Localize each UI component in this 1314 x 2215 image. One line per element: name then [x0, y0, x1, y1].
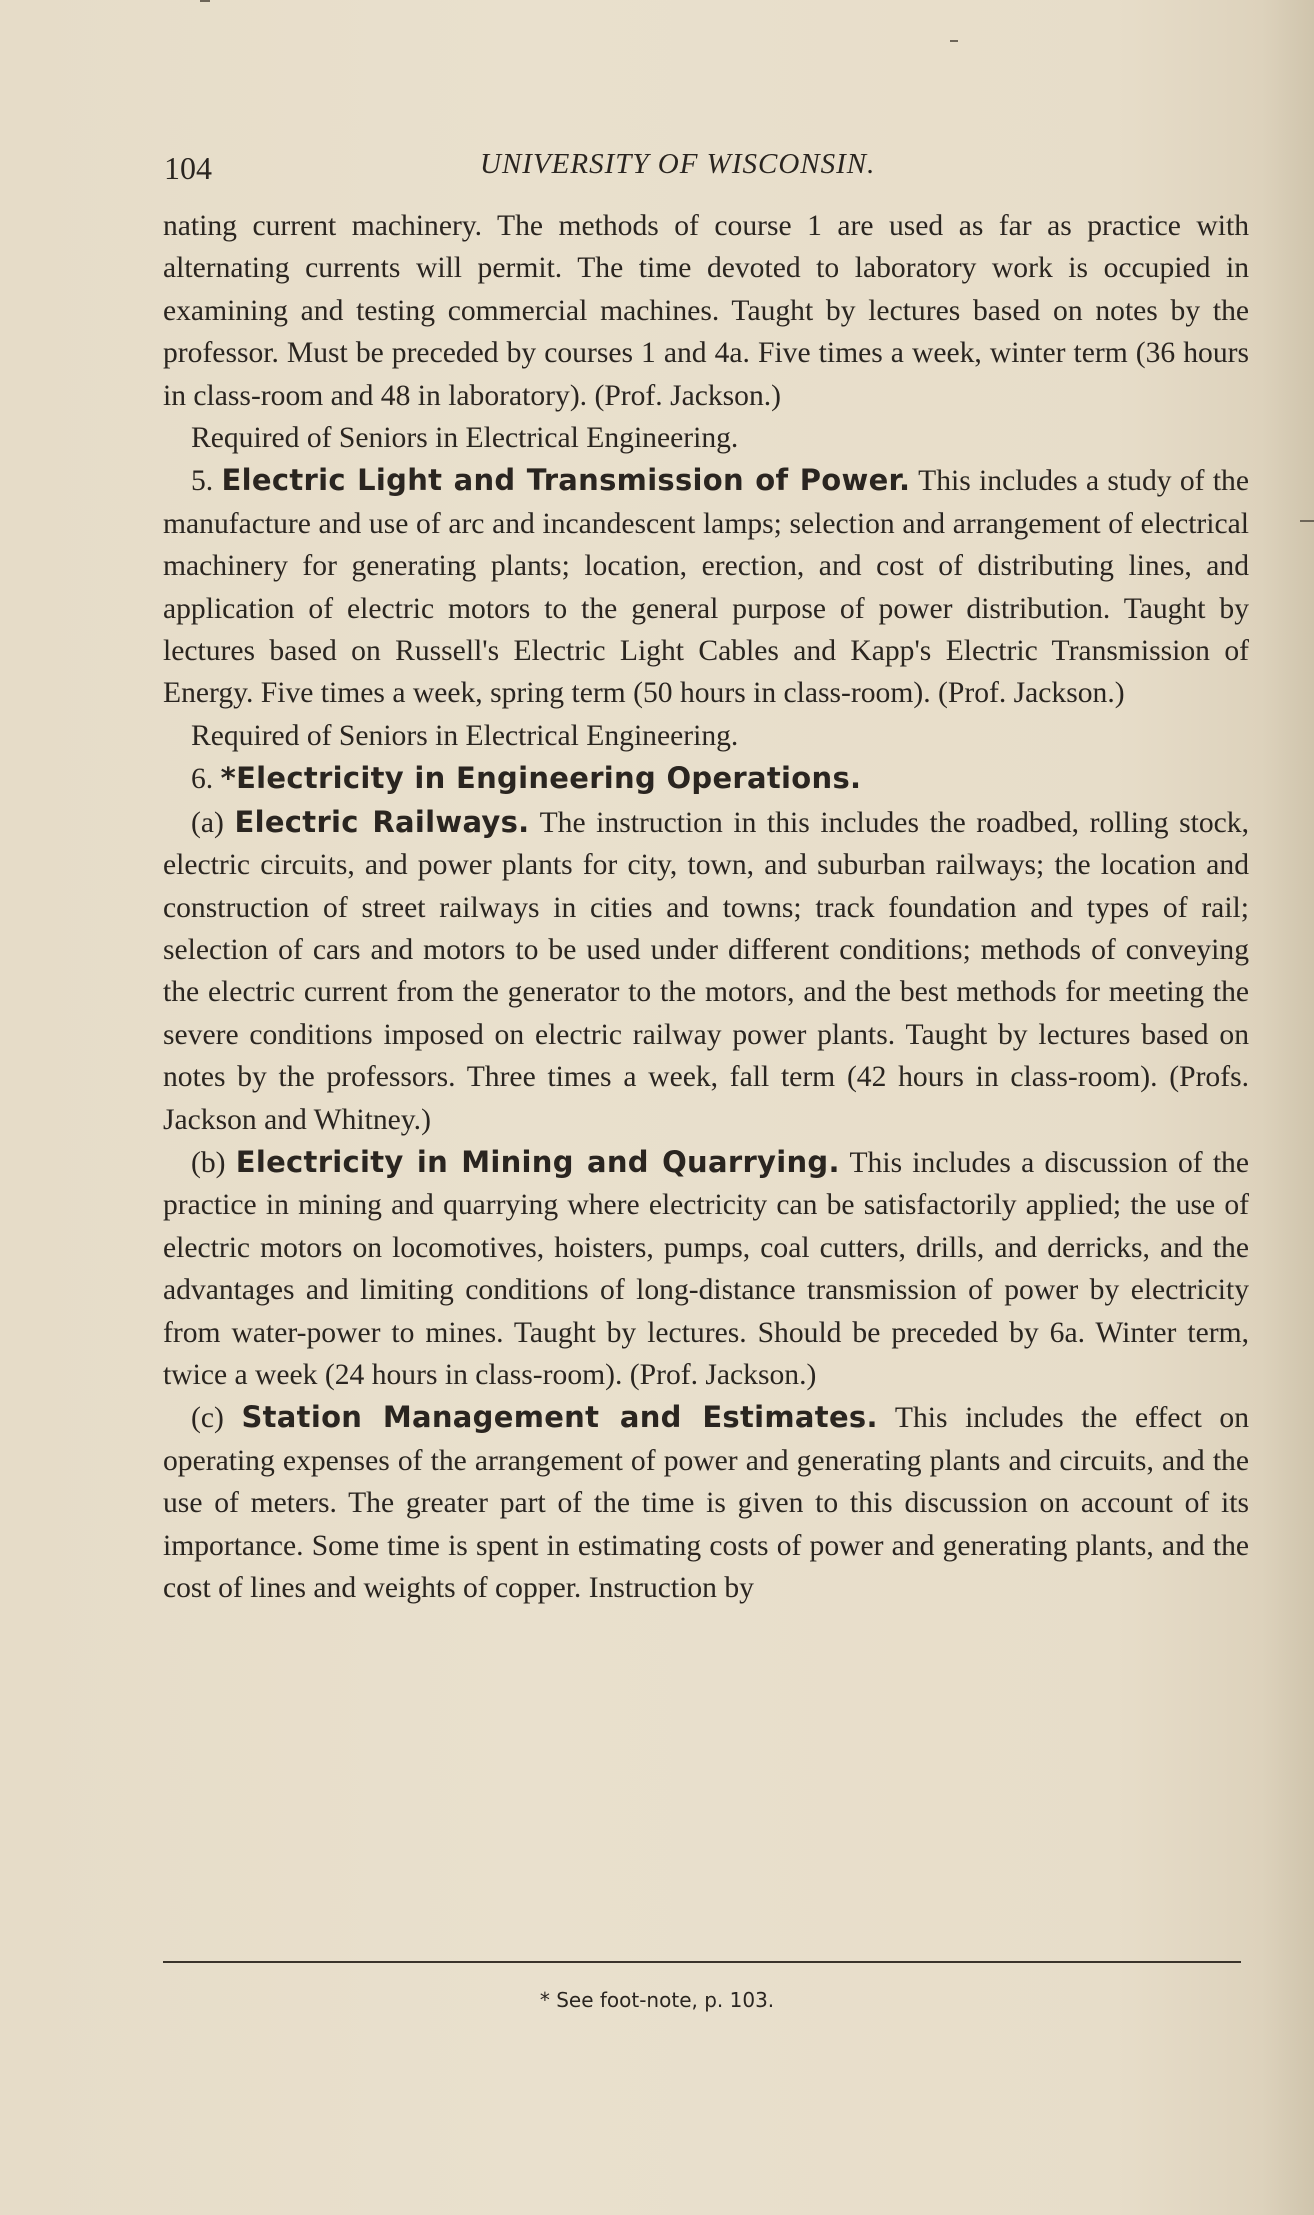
course-number: 6.: [191, 763, 214, 796]
course-6a-paragraph: [163, 801, 1249, 1141]
paragraph-text: Required of Seniors in Electrical Engineering.: [191, 422, 739, 455]
page-speck: [950, 40, 958, 42]
course-heading: Electric Light and Transmission of Power.: [221, 463, 911, 498]
course-number: (c): [191, 1402, 224, 1435]
body-text: [163, 205, 1249, 1609]
course-6c-paragraph: [163, 1396, 1249, 1609]
course-heading: Station Management and Estimates.: [241, 1400, 878, 1435]
paragraph-requirement: [163, 715, 1249, 757]
course-heading: Electricity in Mining and Quarrying.: [235, 1144, 840, 1179]
page-header: [160, 142, 1250, 192]
course-heading: *Electricity in Engineering Operations.: [220, 761, 862, 796]
paragraph-text: nating current machinery. The methods of course 1 are used as far as practice with alternating currents will permit. The time devoted to laboratory work is occupied in examining and testing commercial machines. Taught by lectures based on notes by the professor. Must be preceded by courses 1 and 4a. Five times a week, winter term (36 hours in class-room and 48 in laboratory). (Prof. Jackson.): [163, 210, 1249, 412]
course-6b-paragraph: [163, 1141, 1249, 1396]
course-6-paragraph: [163, 757, 1249, 800]
course-number: (a): [191, 806, 224, 839]
course-number: (b): [191, 1146, 226, 1179]
paragraph-text: This includes a study of the manufacture and use of arc and incandescent lamps; selection and arrangement of electrical machinery for generating plants; location, erection, and cost of distributing lines, and application of electric motors to the general purpose of power distribution. Taught by lectures based on Russell's Electric Light Cables and Kapp's Electric Transmission of Energy. Five times a week, spring term (50 hours in class-room). (Prof. Jackson.): [163, 465, 1249, 710]
footnote-rule: [163, 1961, 1241, 1963]
course-5-paragraph: [163, 459, 1249, 714]
page-number: 104: [164, 150, 212, 186]
paragraph-text: Required of Seniors in Electrical Engineering.: [191, 719, 739, 752]
page-speck: [200, 0, 210, 2]
paragraph-continuation: [163, 205, 1249, 417]
course-heading: Electric Railways.: [234, 804, 530, 839]
paragraph-text: This includes the effect on operating expenses of the arrangement of power and generating plants and circuits, and the use of meters. The greater part of the time is given to this discussion on account of its importance. Some time is spent in estimating costs of power and generating plants, and the cost of lines and weights of copper. Instruction by: [163, 1402, 1249, 1604]
paragraph-requirement: [163, 417, 1249, 459]
page-speck: [1300, 520, 1314, 522]
footnote: * See foot-note, p. 103.: [539, 1988, 775, 2012]
course-number: 5.: [191, 465, 214, 498]
paragraph-text: This includes a discussion of the practice in mining and quarrying where electricity can be satisfactorily applied; the use of electric motors on locomotives, hoisters, pumps, coal cutters, drills, and derricks, and the advantages and limiting conditions of long-distance transmission of power by electricity from water-power to mines. Taught by lectures. Should be preceded by 6a. Winter term, twice a week (24 hours in class-room). (Prof. Jackson.): [163, 1146, 1249, 1391]
paragraph-text: The instruction in this includes the roadbed, rolling stock, electric circuits, and power plants for city, town, and suburban railways; the location and construction of street railways in cities and towns; track foundation and types of rail; selection of cars and motors to be used under different conditions; methods of conveying the electric current from the generator to the motors, and the best methods for meeting the severe conditions imposed on electric railway power plants. Taught by lectures based on notes by the professors. Three times a week, fall term (42 hours in class-room). (Profs. Jackson and Whitney.): [163, 806, 1249, 1136]
running-head: UNIVERSITY OF WISCONSIN.: [480, 148, 876, 180]
